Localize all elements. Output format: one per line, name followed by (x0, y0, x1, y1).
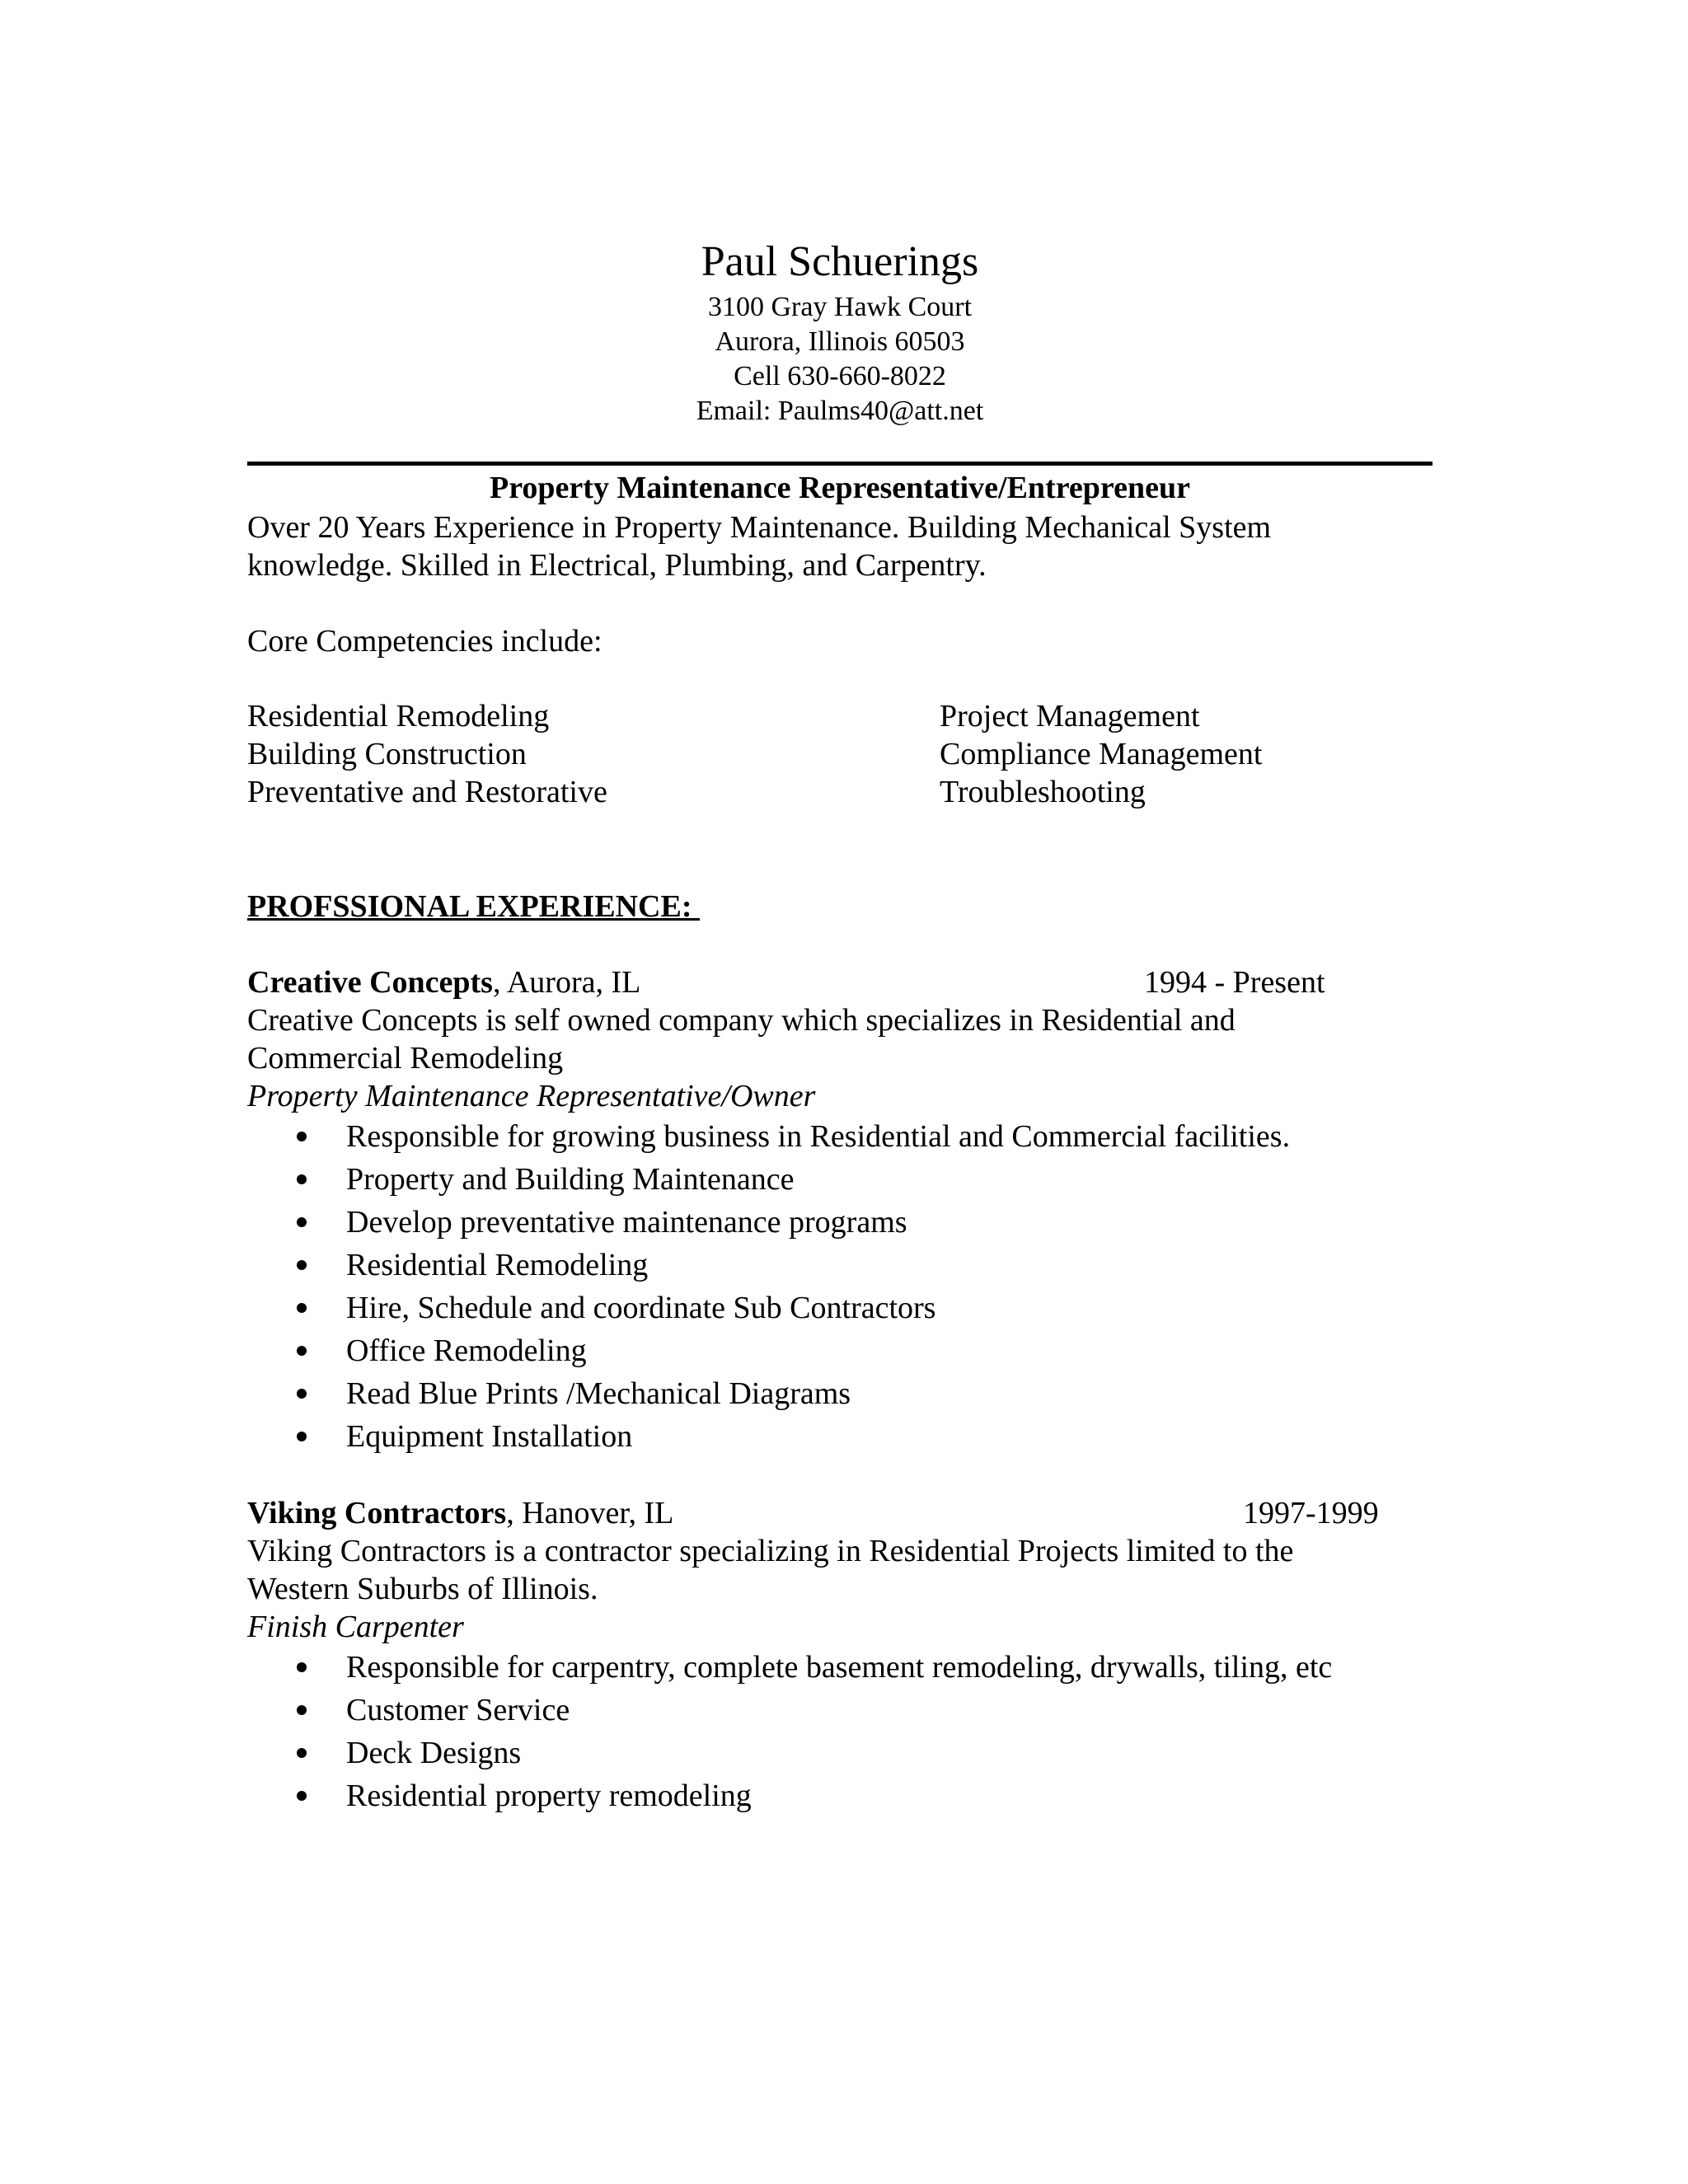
competency-row (247, 735, 1319, 773)
summary-line: Over 20 Years Experience in Property Maintenance. Building Mechanical System (247, 510, 1272, 545)
job-entry (247, 963, 1442, 1458)
company-location: , Hanover, IL (506, 1496, 674, 1530)
phone-number: Cell 630-660-8022 (734, 361, 946, 391)
competency-item: Troubleshooting (940, 775, 1146, 809)
competency-item: Building Construction (247, 737, 527, 771)
competency-row (247, 697, 1319, 735)
competency-item: Project Management (940, 699, 1200, 733)
bullet-icon (297, 1748, 307, 1758)
responsibility-item: Responsible for growing business in Residential and Commercial facilities. (247, 1115, 1442, 1158)
experience-heading: PROFSSIONAL EXPERIENCE: (247, 889, 700, 924)
job-description-line: Western Suburbs of Illinois. (247, 1572, 598, 1606)
job-title-row (247, 963, 1442, 1001)
email-address: Email: Paulms40@att.net (696, 396, 984, 426)
responsibility-item: Property and Building Maintenance (247, 1158, 1442, 1201)
responsibility-list (247, 1115, 1442, 1458)
responsibility-item: Read Blue Prints /Mechanical Diagrams (247, 1372, 1442, 1415)
job-description (247, 1001, 1442, 1077)
job-description-line: Commercial Remodeling (247, 1041, 564, 1076)
summary-line: knowledge. Skilled in Electrical, Plumbing, and Carpentry. (247, 548, 987, 583)
bullet-icon (297, 1389, 307, 1399)
responsibility-item: Residential property remodeling (247, 1774, 1442, 1817)
header-divider (247, 462, 1432, 466)
responsibility-item: Hire, Schedule and coordinate Sub Contractors (247, 1286, 1442, 1329)
job-dates: 1994 - Present (1144, 965, 1325, 1000)
responsibility-item: Customer Service (247, 1689, 1442, 1732)
bullet-icon (297, 1432, 307, 1441)
address-city: Aurora, Illinois 60503 (715, 326, 965, 357)
bullet-icon (297, 1303, 307, 1313)
bullet-icon (297, 1346, 307, 1356)
job-description (247, 1532, 1442, 1608)
bullet-icon (297, 1132, 307, 1141)
bullet-icon (297, 1662, 307, 1672)
responsibility-list (247, 1646, 1442, 1817)
summary (247, 509, 1442, 584)
job-description-line: Creative Concepts is self owned company which specializes in Residential and (247, 1003, 1236, 1038)
bullet-icon (297, 1791, 307, 1801)
responsibility-item: Responsible for carpentry, complete basement remodeling, drywalls, tiling, etc (247, 1646, 1442, 1689)
competency-item: Preventative and Restorative (247, 775, 607, 809)
job-description-line: Viking Contractors is a contractor specializing in Residential Projects limited to the (247, 1534, 1294, 1568)
responsibility-item: Residential Remodeling (247, 1244, 1442, 1286)
company-name: Viking Contractors (247, 1496, 507, 1530)
job-role: Property Maintenance Representative/Owner (247, 1079, 816, 1113)
competency-item: Residential Remodeling (247, 699, 550, 733)
company-name: Creative Concepts (247, 965, 493, 1000)
responsibility-item: Develop preventative maintenance programs (247, 1201, 1442, 1244)
core-competencies-intro: Core Competencies include: (247, 624, 603, 658)
job-dates: 1997-1999 (1243, 1496, 1379, 1530)
responsibility-item: Office Remodeling (247, 1329, 1442, 1372)
bullet-icon (297, 1260, 307, 1270)
address-street: 3100 Gray Hawk Court (707, 292, 973, 322)
bullet-icon (297, 1174, 307, 1184)
job-role: Finish Carpenter (247, 1610, 464, 1644)
resume-header (247, 234, 1432, 429)
core-competencies-list (247, 697, 1319, 811)
responsibility-item: Equipment Installation (247, 1415, 1442, 1458)
responsibility-item: Deck Designs (247, 1732, 1442, 1774)
bullet-icon (297, 1705, 307, 1715)
bullet-icon (297, 1217, 307, 1227)
job-entry (247, 1494, 1442, 1817)
professional-headline: Property Maintenance Representative/Entrepreneur (490, 471, 1190, 505)
job-title-row (247, 1494, 1442, 1532)
competency-row (247, 773, 1319, 811)
company-location: , Aurora, IL (492, 965, 641, 1000)
candidate-name: Paul Schuerings (701, 238, 979, 285)
competency-item: Compliance Management (940, 737, 1263, 771)
